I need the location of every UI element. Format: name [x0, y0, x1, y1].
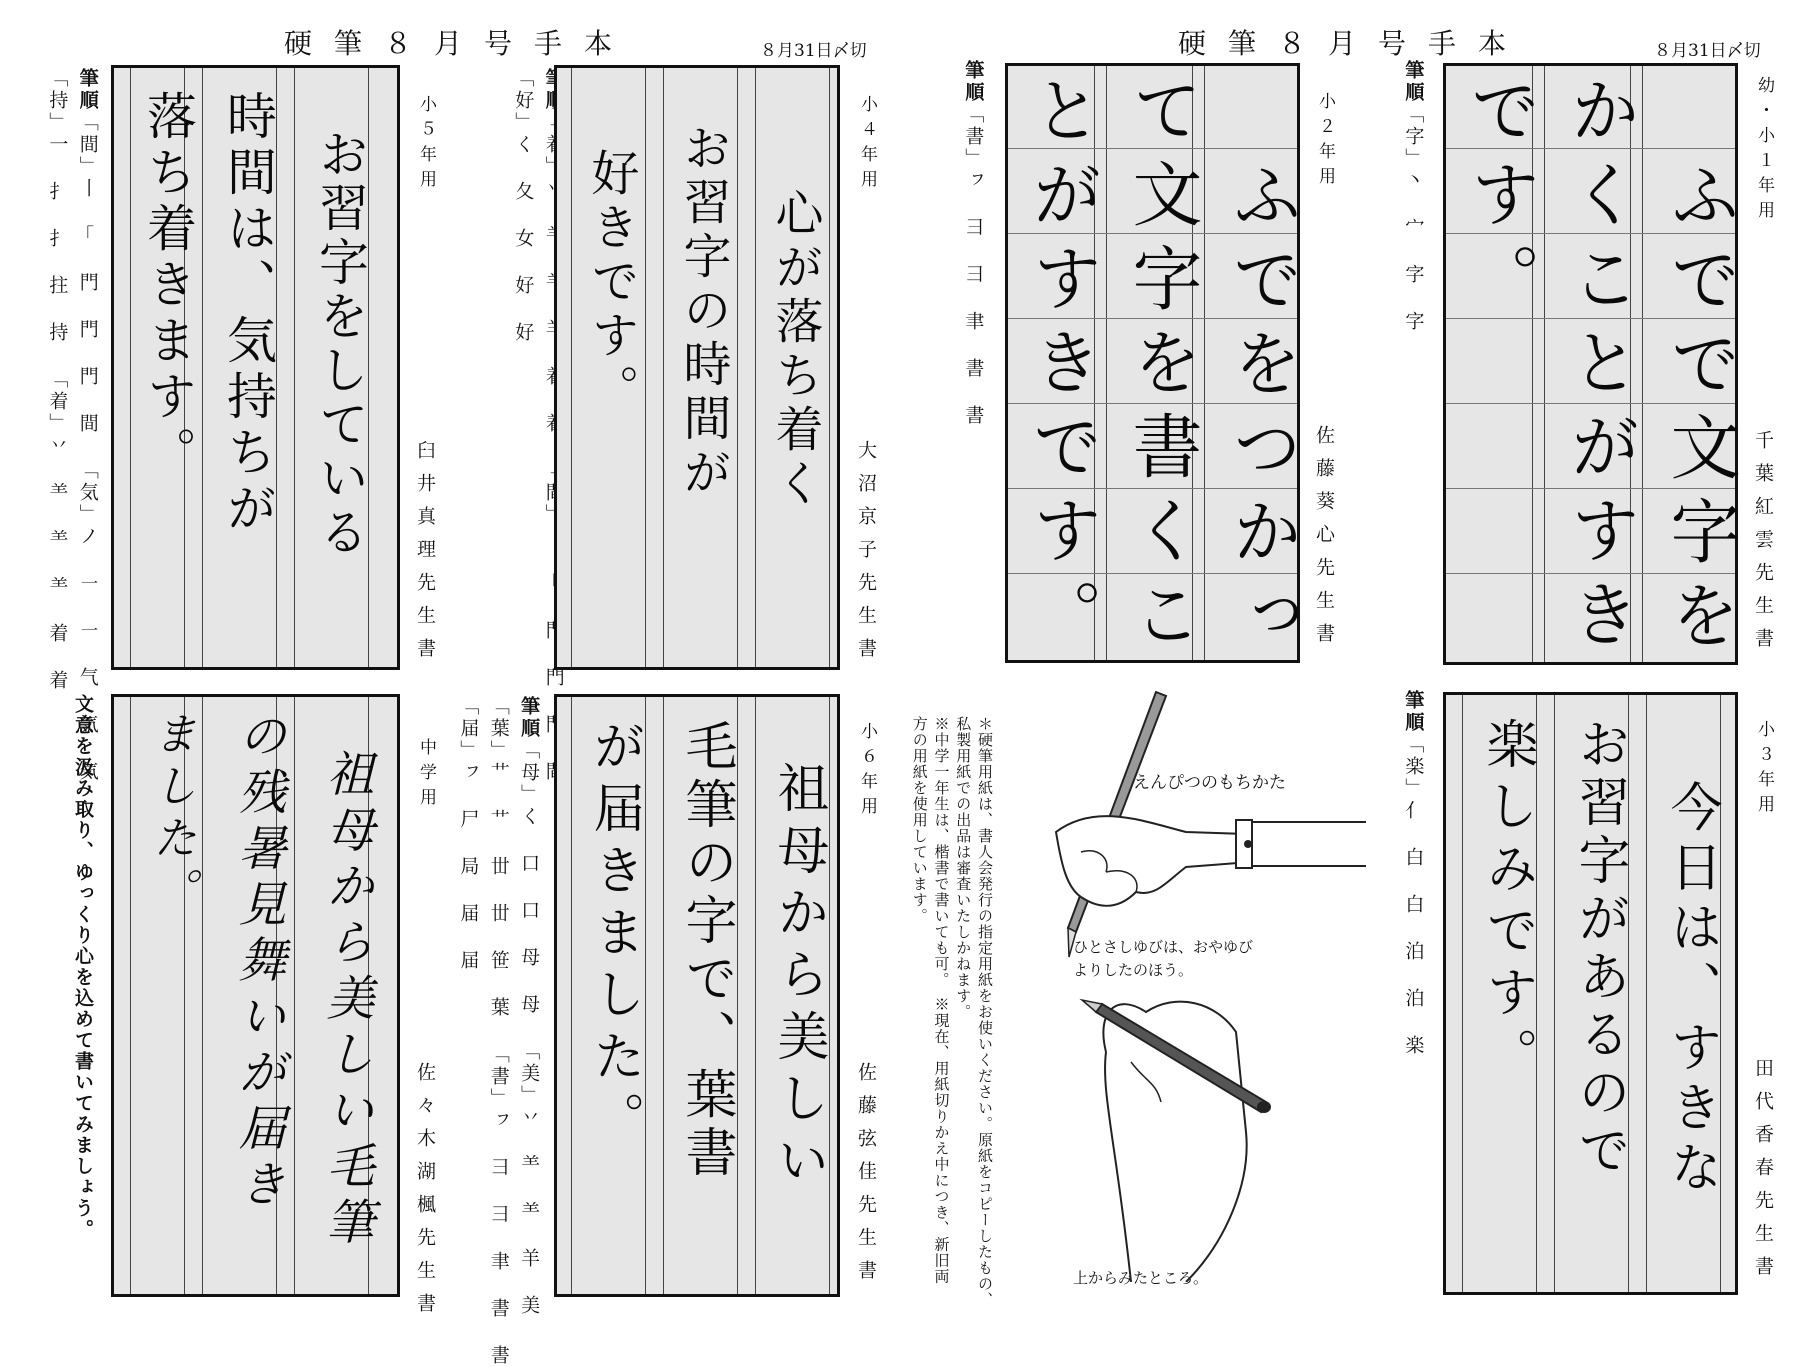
deadline-left: ８月31日〆切	[760, 41, 867, 61]
stroke-order-g1: 筆順「字」丶 宀 字 字	[1402, 60, 1425, 333]
pencil-title: えんぴつのもちかた	[1133, 773, 1286, 793]
grade-label-g5: 小５年用	[416, 95, 436, 195]
teacher-name-g5: 臼井真理先生書	[414, 440, 436, 671]
pencil-hand-illustration	[1036, 682, 1396, 1282]
notes-text: ＊硬筆用紙は、書人会発行の指定用紙をお使いください。原紙をコピーしたもの、 私製用紙での出品は審査いたしかねます。 ※中学一年生は、楷書で書いても可。 ※現在、用紙切りかえ中につき、新旧両 方の用紙を使用しています。	[910, 716, 994, 1308]
brush-line-2: お習字の時間が	[675, 123, 731, 501]
brush-line-2: 毛筆の字で、葉書	[676, 719, 736, 1183]
brush-line-1: お習字をしている	[311, 128, 369, 560]
brush-line-1: 祖母から美しい毛筆	[318, 749, 374, 1253]
brush-line-2: お習字があるので	[1569, 717, 1629, 1181]
brush-line-3: とがすきです。	[1021, 74, 1103, 662]
teacher-name-g3: 田代香春先生書	[1752, 1058, 1774, 1289]
pencil-caption-2: 上からみたところ。	[1073, 1269, 1209, 1287]
brush-line-3: です。	[1459, 74, 1541, 326]
deadline-right: ８月31日〆切	[1654, 41, 1761, 61]
practice-box-ms	[111, 694, 400, 1297]
grade-label-g6: 小６年用	[857, 722, 877, 822]
advice-text-ms: 文意を汲み取り、ゆっくり心を込めて書いてみましょう。	[72, 694, 94, 1240]
brush-line-3: が届きました。	[584, 719, 644, 1153]
practice-box-g3	[1443, 692, 1738, 1295]
pencil-caption-1: ひとさしゆびは、おやゆび よりしたのほう。	[1073, 938, 1254, 979]
brush-line-2: て文字を書くこ	[1121, 74, 1203, 662]
brush-line-3: 落ち着きます。	[139, 90, 197, 482]
practice-box-g6	[554, 694, 840, 1297]
stroke-order-g2: 筆順「書」ㇷ ⺕ ⺕ 聿 書 書	[962, 60, 985, 427]
brush-line-1: ふでをつかっ	[1221, 159, 1303, 663]
grade-label-g1: 幼・小１年用	[1754, 76, 1774, 226]
brush-line-3: 好きです。	[583, 148, 639, 418]
header-title-right: 硬筆８月号手本	[1178, 27, 1529, 60]
grade-label-g4: 小４年用	[857, 95, 877, 195]
teacher-name-ms: 佐々木湖楓先生書	[414, 1062, 436, 1326]
stroke-order-g4: 門 「好」く 夂 女 好 好	[512, 68, 565, 689]
brush-line-2: の残暑見舞いが届き	[230, 711, 286, 1215]
teacher-name-g4: 大沼京子先生書	[855, 440, 877, 671]
grade-label-g3: 小３年用	[1754, 720, 1774, 820]
stroke-order-g3: 筆順「楽」亻 白 白 泊 泊 楽	[1402, 690, 1425, 1057]
teacher-name-g2: 佐藤葵心先生書	[1313, 425, 1335, 656]
brush-line-3: ました。	[145, 711, 196, 919]
brush-line-3: 楽しみです。	[1477, 717, 1537, 1089]
brush-line-1: 祖母から美しい	[768, 761, 828, 1195]
practice-box-g4	[554, 65, 840, 670]
stroke-order-label: 筆順	[76, 68, 99, 112]
header-title-left: 硬筆８月号手本	[284, 27, 635, 60]
pencil-top-icon	[1082, 1000, 1271, 1113]
brush-line-2: 時間は、気持ちが	[219, 90, 277, 538]
teacher-name-g6: 佐藤弦佳先生書	[855, 1062, 877, 1293]
practice-box-g5	[111, 65, 400, 670]
brush-line-1: ふでで文字を	[1659, 159, 1741, 663]
grade-label-g2: 小２年用	[1315, 92, 1335, 192]
stroke-order-g6: 筆順「母」く 口 口 母 母 「美」丷 ⺷ ⺷ 羊 美 「葉」艹 艹 丗 丗 笹 葉 「書」ㇷ ⺕ ⺕ 聿 書 書 「届」ㇷ 尸 局 届 届	[457, 696, 541, 1367]
brush-line-1: 今日は、すきな	[1661, 780, 1721, 1200]
brush-line-1: 心が落ち着く	[767, 188, 823, 512]
grade-label-ms: 中学用	[416, 738, 436, 813]
practice-box-g2	[1005, 63, 1303, 663]
practice-box-g1	[1443, 63, 1741, 665]
stroke-order-g5: 筆順「間」丨 ｢ 門 門 門 間 「気」ノ ㇐ ㇐ 气 気 気 「持」一 扌 扌 拄 持 「着」丷 ⺷ ⺷ ⺷ 着 着	[46, 68, 99, 783]
teacher-name-g1: 千葉紅雲先生書	[1752, 430, 1774, 661]
brush-line-2: かくことがすき	[1559, 74, 1641, 662]
